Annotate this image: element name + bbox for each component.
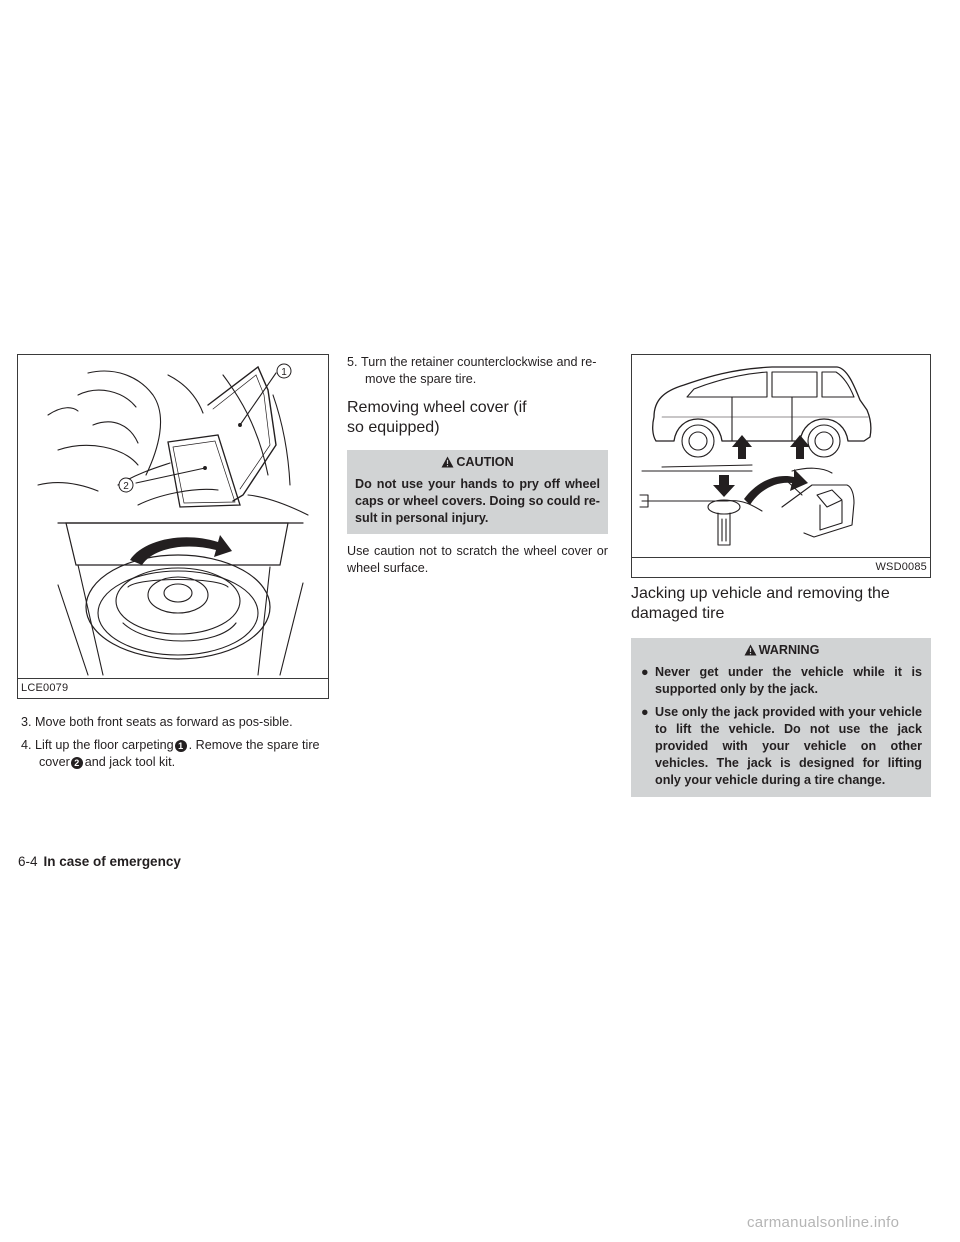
warning-box — [631, 638, 931, 797]
callout-1-marker — [277, 364, 291, 378]
page-number: 6-4 — [18, 854, 38, 869]
step-5-number: 5. — [347, 355, 358, 369]
watermark[interactable]: carmanualsonline.info — [747, 1214, 900, 1231]
middle-column — [347, 354, 608, 577]
warning-triangle-icon — [744, 644, 757, 656]
step-4-text-a: Lift up the floor carpeting — [35, 738, 174, 752]
figure-spare-tire-compartment — [17, 354, 329, 699]
callout-1-label: 1 — [281, 367, 287, 378]
figure-code-right: WSD0085 — [632, 557, 930, 577]
warning-title — [641, 642, 922, 658]
step-4-number: 4. — [21, 738, 32, 752]
heading-jacking-up-vehicle: Jacking up vehicle and removing the damaged tire — [631, 585, 890, 622]
step-3 — [21, 714, 329, 731]
right-column — [631, 584, 931, 797]
caution-box — [347, 450, 608, 534]
bullet-dot: ● — [641, 665, 649, 679]
warning-bullet — [641, 704, 922, 789]
warning-bullet — [641, 664, 922, 698]
step-4-text-b: . Remove the spare tire cover — [39, 738, 320, 769]
warning-list — [641, 664, 922, 789]
step-3-text: Move both front seats as forward as pos-sible. — [35, 715, 293, 729]
caution-title-text: CAUTION — [456, 455, 514, 469]
bullet-dot: ● — [641, 705, 649, 719]
warning-bullet-text: Never get under the vehicle while it is supported only by the jack. — [655, 665, 922, 696]
page-footer — [18, 853, 181, 871]
caution-title — [355, 454, 600, 470]
callout-2-inline: 2 — [71, 757, 83, 769]
wheel-cover-body: Use caution not to scratch the wheel cover or wheel surface. — [347, 544, 608, 575]
warning-title-text: WARNING — [758, 643, 820, 657]
left-steps — [21, 714, 329, 777]
spare-tire-illustration — [18, 355, 328, 679]
step-3-number: 3. — [21, 715, 32, 729]
heading-removing-wheel-cover: Removing wheel cover (if so equipped) — [347, 399, 527, 436]
step-4-text-c: and jack tool kit. — [84, 755, 176, 769]
callout-1-inline: 1 — [175, 740, 187, 752]
step-5-text: Turn the retainer counterclockwise and re-move the spare tire. — [361, 355, 597, 386]
figure-jacking-points — [631, 354, 931, 578]
step-4 — [21, 737, 329, 771]
step-5 — [347, 354, 608, 388]
callout-2-marker — [119, 478, 133, 492]
callout-2-label: 2 — [123, 481, 129, 492]
warning-bullet-text: Use only the jack provided with your vehicle to lift the vehicle. Do not use the jack provided with your vehicle on other vehicles. The jack is designed for lifting only your vehicle during a tire change. — [655, 705, 922, 787]
vehicle-jacking-illustration — [632, 355, 930, 558]
warning-triangle-icon — [441, 456, 454, 468]
caution-text: Do not use your hands to pry off wheel caps or wheel covers. Doing so could re-sult in personal injury. — [355, 477, 600, 525]
footer-section-title: In case of emergency — [43, 854, 181, 869]
figure-code-left: LCE0079 — [18, 678, 328, 698]
